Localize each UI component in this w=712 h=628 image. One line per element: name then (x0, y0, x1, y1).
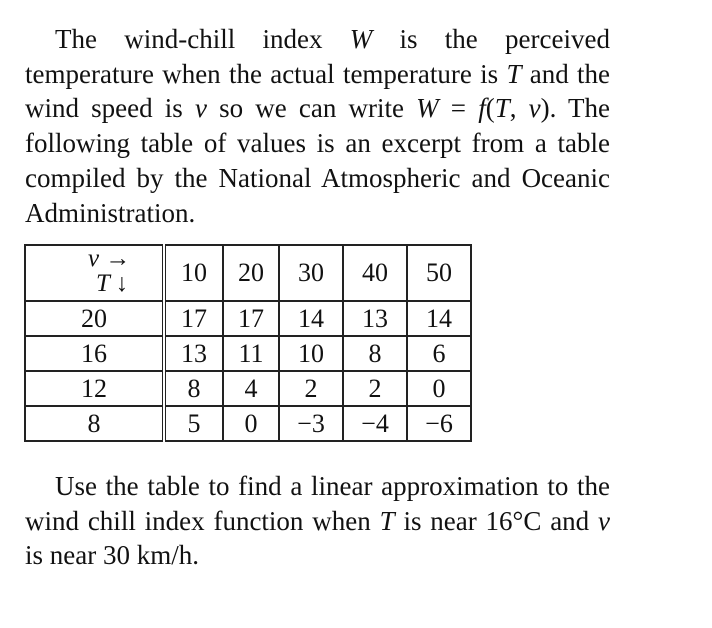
row-header: 20 (25, 301, 164, 336)
var-W: W (349, 24, 373, 54)
table-row (25, 371, 471, 406)
table-cell: 13 (343, 301, 407, 336)
table-cell: 14 (407, 301, 471, 336)
table-cell: 11 (223, 336, 279, 371)
row-header: 12 (25, 371, 164, 406)
var-v: v (194, 93, 207, 124)
wind-chill-table (24, 244, 472, 442)
intro-text: ). The following table of values is an excerpt from a table compiled by the National Atmospheric and Oceanic Administration. (25, 93, 611, 228)
var-T: T (379, 505, 395, 536)
table-cell: 6 (407, 336, 471, 371)
table-cell: 13 (164, 336, 223, 371)
var-T: T (506, 58, 522, 89)
var-W: W (416, 93, 439, 124)
table-cell: 17 (164, 301, 223, 336)
question-text: Use the table to find a linear approximation to the wind chill index function when (25, 471, 610, 536)
var-f: f (478, 93, 486, 124)
table-cell: 8 (343, 336, 407, 371)
table-cell: 10 (279, 336, 343, 371)
question-paragraph (25, 469, 610, 573)
table-cell: 14 (279, 301, 343, 336)
table-cell: 2 (343, 371, 407, 406)
intro-text: so we can write (206, 93, 417, 124)
intro-text: The wind-chill index (55, 24, 350, 54)
column-header: 30 (279, 245, 343, 301)
column-header: 20 (223, 245, 279, 301)
var-T: T (494, 93, 510, 124)
table-header-row (25, 245, 471, 301)
table-cell: 4 (223, 371, 279, 406)
column-header: 40 (343, 245, 407, 301)
paren: ( (485, 93, 495, 124)
column-header: 50 (407, 245, 471, 301)
intro-text: and the wind speed is (25, 58, 610, 124)
table-row (25, 301, 471, 336)
comma: , (509, 93, 529, 124)
row-header: 16 (25, 336, 164, 371)
table-cell: −4 (343, 406, 407, 441)
table-row (25, 406, 471, 441)
table-cell: −3 (279, 406, 343, 441)
var-v: v (528, 93, 541, 124)
corner-v-label: v → (88, 245, 131, 272)
row-header: 8 (25, 406, 164, 441)
var-v: v (598, 505, 610, 536)
table-cell: −6 (407, 406, 471, 441)
table-corner-cell (25, 245, 164, 301)
intro-text: is the perceived temperature when the actual temperature is (25, 24, 610, 89)
intro-paragraph (25, 22, 610, 230)
question-text: is near 16°C and (394, 505, 599, 536)
column-header: 10 (164, 245, 223, 301)
equals-sign: = (438, 93, 479, 124)
corner-t-label: T ↓ (96, 270, 129, 297)
table-row (25, 336, 471, 371)
table-cell: 5 (164, 406, 223, 441)
table-cell: 2 (279, 371, 343, 406)
table-cell: 0 (223, 406, 279, 441)
table-cell: 17 (223, 301, 279, 336)
table-cell: 8 (164, 371, 223, 406)
question-text: is near 30 km/h. (25, 540, 199, 571)
table-cell: 0 (407, 371, 471, 406)
